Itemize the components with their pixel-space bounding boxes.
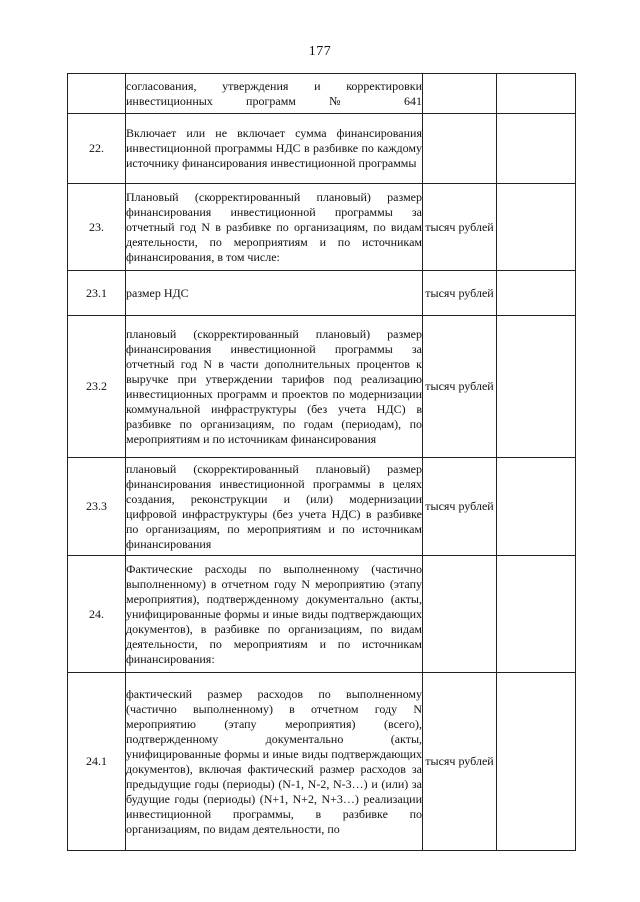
row-unit (423, 556, 497, 673)
row-value-cell (497, 271, 576, 316)
row-number: 23.3 (68, 458, 126, 556)
row-description: плановый (скорректированный плановый) размер финансирования инвестиционной программы за отчетный год N в части дополнительных процентов к выручке при утверждении тарифов под реализацию инвестиционных программ и проектов по модернизации коммунальной инфраструктуры (без учета НДС) в разбивке по организациям, по годам (периодам), по мероприятиям и по источникам финансирования (126, 316, 423, 458)
table-row (68, 316, 576, 458)
row-unit: тысяч рублей (423, 458, 497, 556)
row-description: размер НДС (126, 271, 423, 316)
row-value-cell (497, 673, 576, 851)
row-number: 24. (68, 556, 126, 673)
row-unit (423, 114, 497, 184)
row-description: Включает или не включает сумма финансирования инвестиционной программы НДС в разбивке по каждому источнику финансирования инвестиционной программы (126, 114, 423, 184)
row-value-cell (497, 74, 576, 114)
row-value-cell (497, 556, 576, 673)
row-unit: тысяч рублей (423, 673, 497, 851)
table-row (68, 184, 576, 271)
row-unit (423, 74, 497, 114)
row-description: согласования, утверждения и корректировки инвестиционных программ № 641 (126, 74, 423, 114)
table-row (68, 556, 576, 673)
row-number: 23.1 (68, 271, 126, 316)
row-value-cell (497, 316, 576, 458)
row-description: плановый (скорректированный плановый) размер финансирования инвестиционной программы в целях создания, реконструкции и (или) модернизации цифровой инфраструктуры (без учета НДС) в разбивке по организациям, по мероприятиям и по источникам финансирования (126, 458, 423, 556)
row-unit: тысяч рублей (423, 271, 497, 316)
row-unit: тысяч рублей (423, 184, 497, 271)
row-description: Фактические расходы по выполненному (частично выполненному) в отчетном году N мероприятию (этапу мероприятия), подтвержденному документально (акты, унифицированные формы и иные виды подтверждающих документов), в разбивке по организациям, по видам деятельности, по мероприятиям и по источникам финансирования: (126, 556, 423, 673)
row-number: 23. (68, 184, 126, 271)
row-value-cell (497, 114, 576, 184)
table-row (68, 114, 576, 184)
table-row (68, 458, 576, 556)
row-number: 22. (68, 114, 126, 184)
table-row (68, 74, 576, 114)
row-value-cell (497, 458, 576, 556)
row-number: 23.2 (68, 316, 126, 458)
table-row (68, 673, 576, 851)
row-description: фактический размер расходов по выполненному (частично выполненному) в отчетном году N мероприятию (этапу мероприятия) (всего), подтвержденному документально (акты, унифицированные формы и иные виды подтверждающих документов), включая фактический размер расходов за предыдущие годы (периоды) (N-1, N-2, N-3…) и (или) за будущие годы (периоды) (N+1, N+2, N+3…) реализации инвестиционной программы, в разбивке по организациям, по видам деятельности, по (126, 673, 423, 851)
row-number (68, 74, 126, 114)
document-table (67, 73, 576, 851)
row-description: Плановый (скорректированный плановый) размер финансирования инвестиционной программы за отчетный год N в разбивке по организациям, по видам деятельности, по мероприятиям и по источникам финансирования, в том числе: (126, 184, 423, 271)
row-unit: тысяч рублей (423, 316, 497, 458)
page-number: 177 (308, 44, 332, 59)
row-value-cell (497, 184, 576, 271)
row-number: 24.1 (68, 673, 126, 851)
table-row (68, 271, 576, 316)
